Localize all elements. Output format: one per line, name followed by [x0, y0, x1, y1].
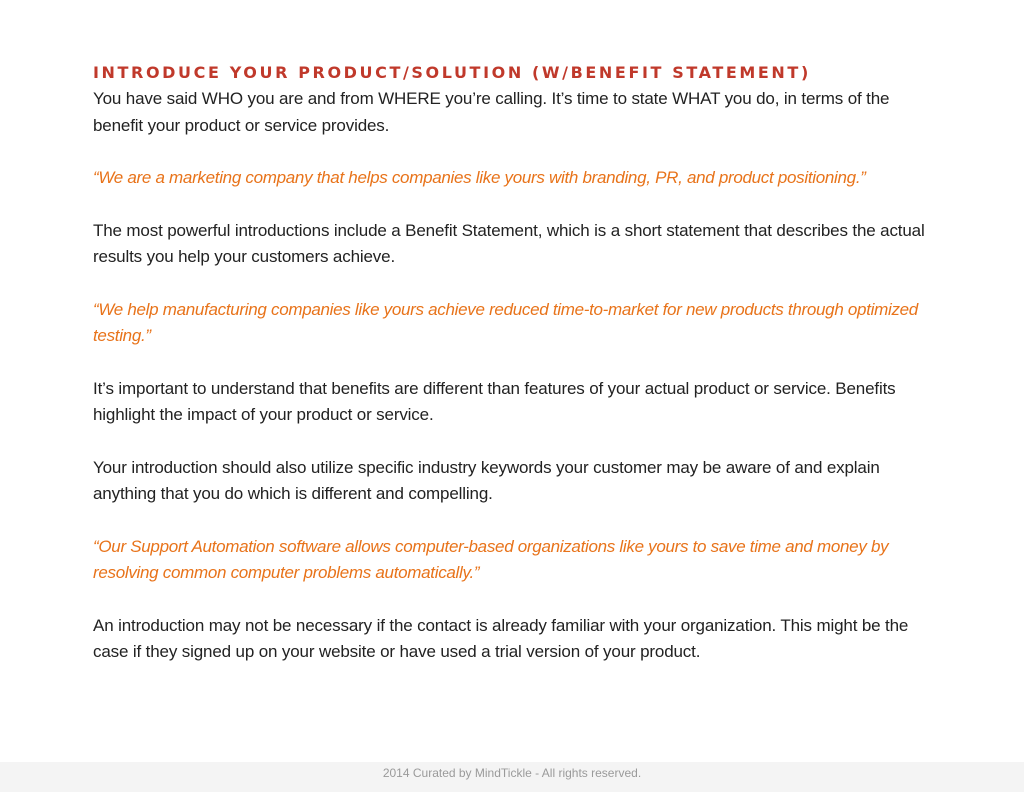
- body-paragraph: You have said WHO you are and from WHERE you’re calling. It’s time to state WHAT you do, in terms of the benefit your product or service provides.: [93, 89, 890, 135]
- main-content: [93, 60, 943, 692]
- section-heading: INTRODUCE YOUR PRODUCT/SOLUTION (W/BENEFIT STATEMENT): [93, 63, 811, 82]
- example-quote: “Our Support Automation software allows computer-based organizations like yours to save time and money by resolving common computer problems automatically.”: [93, 536, 889, 582]
- copyright-text: 2014 Curated by MindTickle - All rights reserved.: [382, 766, 642, 780]
- page-footer: [0, 762, 1024, 792]
- body-paragraph: An introduction may not be necessary if the contact is already familiar with your organization. This might be the case if they signed up on your website or have used a trial version of your product.: [93, 615, 909, 661]
- body-paragraph: It’s important to understand that benefits are different than features of your actual product or service. Benefits highlight the impact of your product or service.: [93, 378, 896, 424]
- example-quote: “We help manufacturing companies like yours achieve reduced time-to-market for new products through optimized testing.”: [93, 299, 918, 345]
- example-quote: “We are a marketing company that helps companies like yours with branding, PR, and product positioning.”: [93, 168, 866, 187]
- body-paragraph: Your introduction should also utilize specific industry keywords your customer may be aware of and explain anything that you do which is different and compelling.: [93, 457, 880, 503]
- body-paragraph: The most powerful introductions include a Benefit Statement, which is a short statement that describes the actual results you help your customers achieve.: [93, 220, 925, 266]
